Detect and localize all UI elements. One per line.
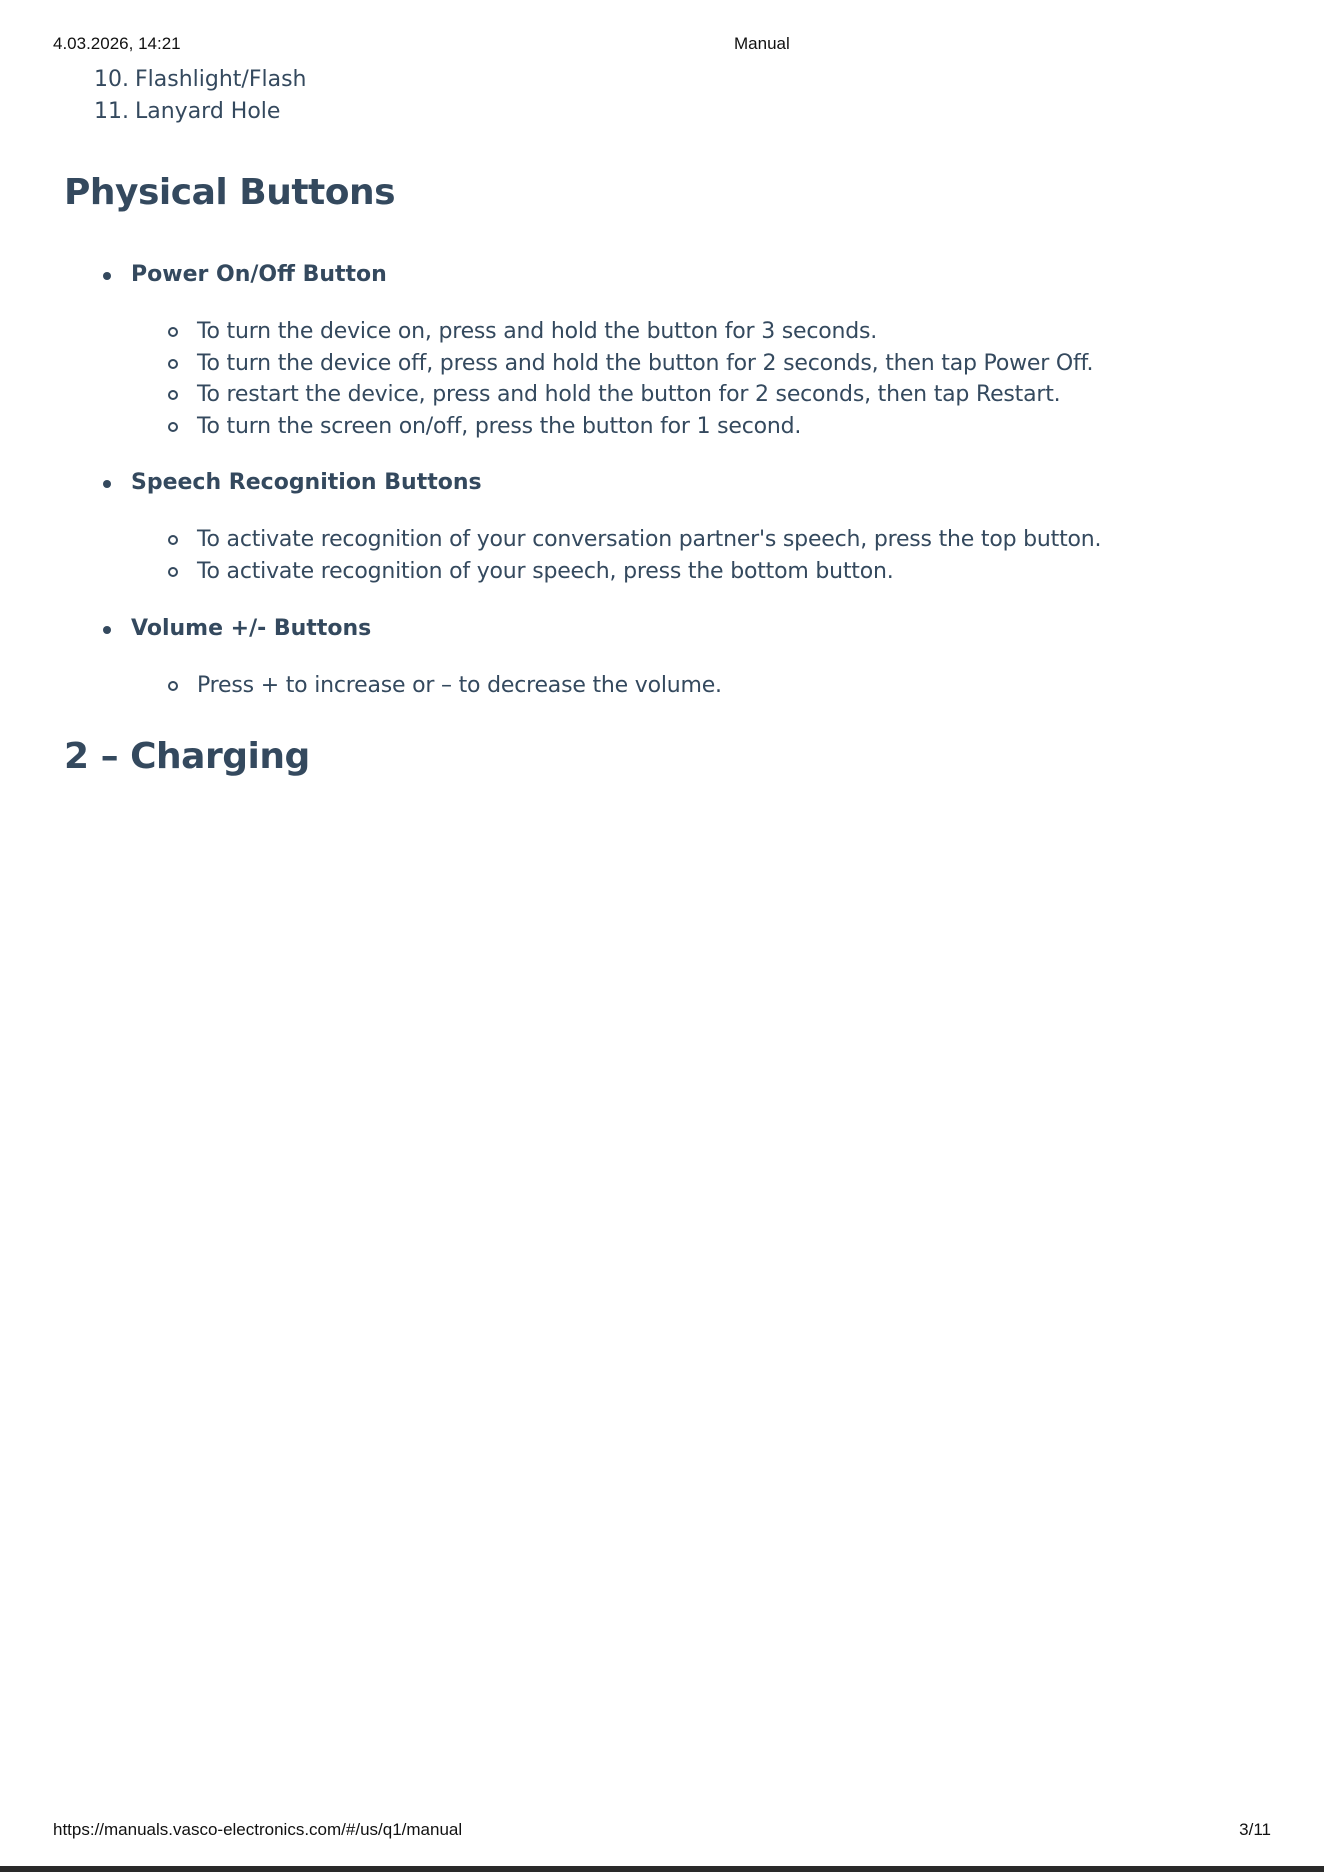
circle-bullet-icon <box>168 327 178 337</box>
circle-bullet-icon <box>168 567 178 577</box>
button-group-instructions <box>168 316 1101 442</box>
button-group <box>100 614 1101 702</box>
bullet-icon <box>103 626 111 634</box>
section-heading-physical-buttons: Physical Buttons <box>64 172 396 213</box>
button-group-title <box>100 614 1101 644</box>
print-header <box>0 34 1324 56</box>
print-url: https://manuals.vasco-electronics.com/#/us/q1/manual <box>53 1820 463 1839</box>
instruction-text: To turn the device off, press and hold the button for 2 seconds, then tap Power Off. <box>197 350 1094 376</box>
circle-bullet-icon <box>168 422 178 432</box>
circle-bullet-icon <box>168 681 178 691</box>
instruction-item <box>168 524 1101 556</box>
instruction-item <box>168 411 1101 443</box>
print-page-title: Manual <box>734 34 790 53</box>
instruction-text: To activate recognition of your speech, press the bottom button. <box>197 558 894 584</box>
physical-buttons-list <box>100 260 1101 727</box>
instruction-text: To activate recognition of your conversation partner's speech, press the top button. <box>197 527 1102 553</box>
instruction-item <box>168 556 1101 588</box>
instruction-item <box>168 379 1101 411</box>
circle-bullet-icon <box>168 359 178 369</box>
section-heading-charging: 2 – Charging <box>64 736 310 777</box>
button-group <box>100 260 1101 442</box>
list-item-number: 10. <box>94 67 129 92</box>
list-item <box>94 96 306 128</box>
print-page-number: 3/11 <box>1239 1820 1271 1839</box>
bullet-icon <box>103 272 111 280</box>
print-datetime: 4.03.2026, 14:21 <box>53 34 181 53</box>
button-group-title <box>100 468 1101 498</box>
circle-bullet-icon <box>168 390 178 400</box>
instruction-text: To turn the screen on/off, press the button for 1 second. <box>197 413 802 439</box>
list-item-number: 11. <box>94 99 129 124</box>
list-item-label: Lanyard Hole <box>135 99 281 124</box>
instruction-item <box>168 670 1101 702</box>
circle-bullet-icon <box>168 535 178 545</box>
list-item-label: Flashlight/Flash <box>135 67 307 92</box>
bullet-icon <box>103 480 111 488</box>
button-group <box>100 468 1101 587</box>
button-group-title-text: Speech Recognition Buttons <box>131 470 482 496</box>
instruction-text: Press + to increase or – to decrease the volume. <box>197 672 722 698</box>
instruction-text: To restart the device, press and hold the button for 2 seconds, then tap Restart. <box>197 382 1061 408</box>
instruction-text: To turn the device on, press and hold the button for 3 seconds. <box>197 319 878 344</box>
button-group-title-text: Volume +/- Buttons <box>131 615 372 641</box>
parts-list-continued <box>94 64 306 128</box>
list-item <box>94 64 306 96</box>
print-footer <box>0 1820 1324 1842</box>
instruction-item <box>168 348 1101 380</box>
button-group-title <box>100 260 1101 290</box>
button-group-title-text: Power On/Off Button <box>131 262 387 287</box>
page-bottom-edge <box>0 1866 1324 1872</box>
button-group-instructions <box>168 524 1101 587</box>
instruction-item <box>168 316 1101 348</box>
button-group-instructions <box>168 670 1101 702</box>
